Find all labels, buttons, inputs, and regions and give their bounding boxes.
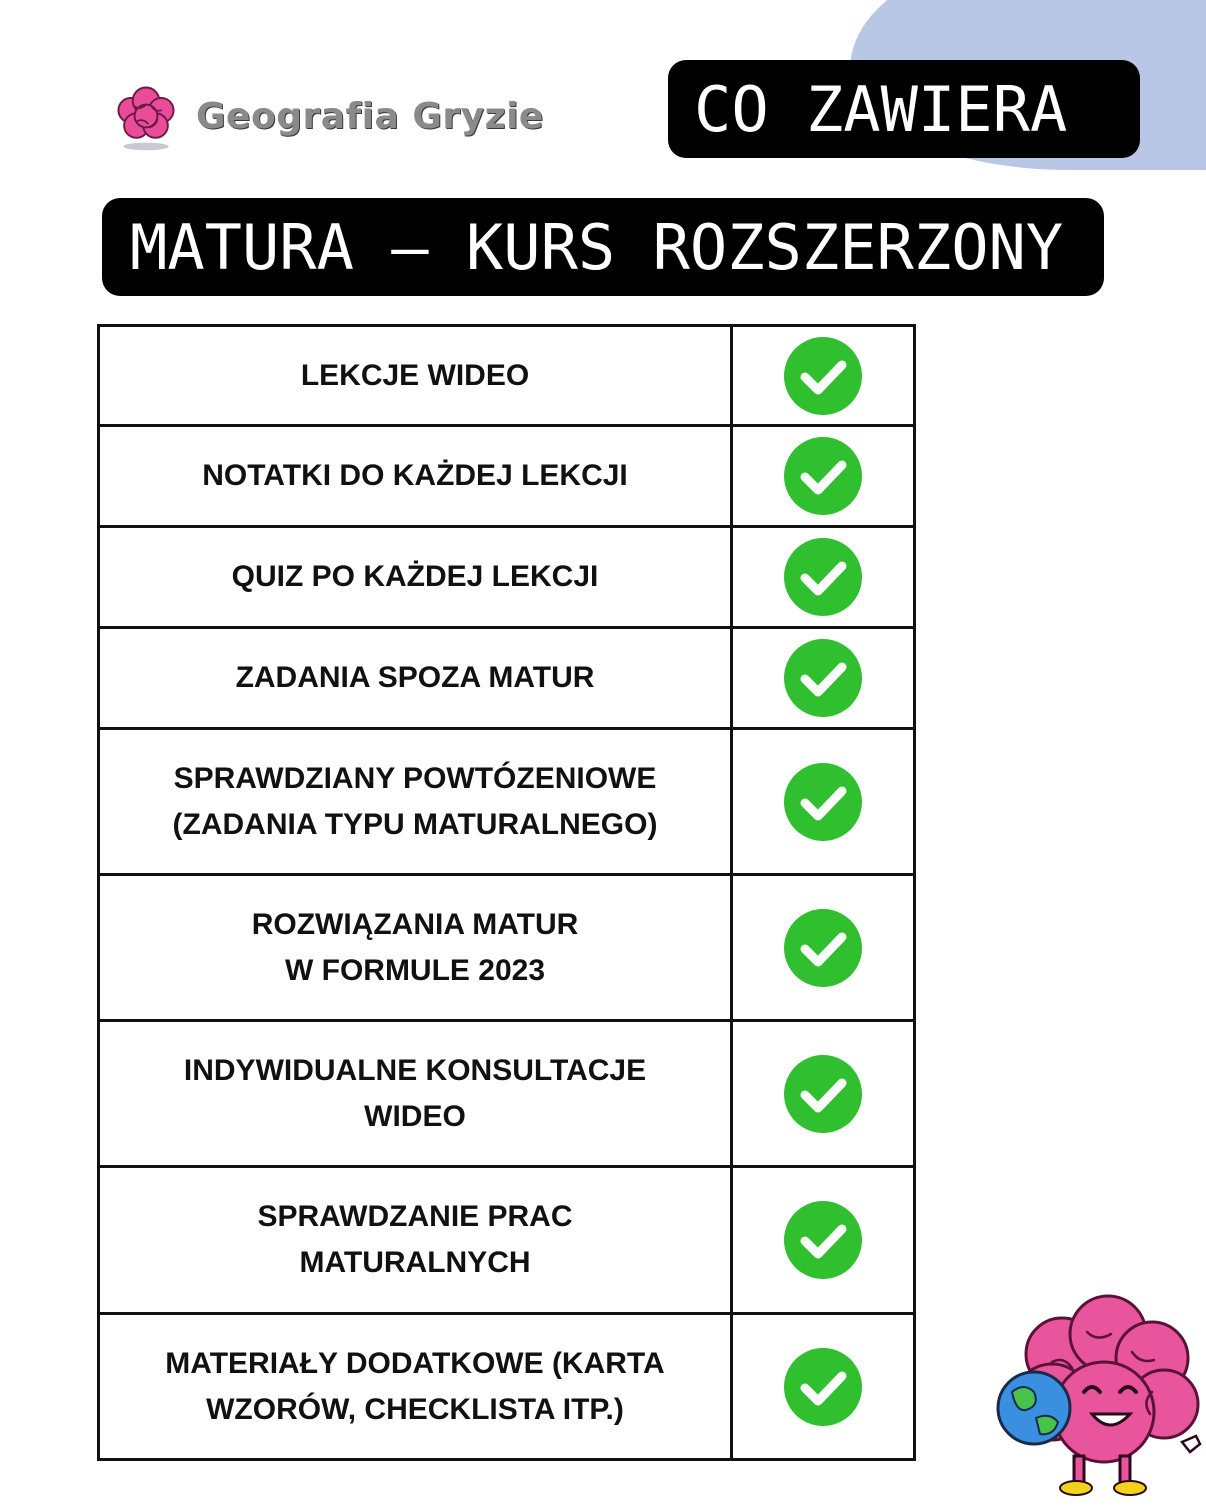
check-circle-icon (783, 908, 863, 988)
feature-label: NOTATKI DO KAŻDEJ LEKCJI (99, 426, 732, 527)
table-row (99, 628, 915, 729)
features-table (97, 324, 916, 1461)
check-circle-icon (783, 638, 863, 718)
badge-co-zawiera: CO ZAWIERA (668, 60, 1140, 158)
table-row (99, 527, 915, 628)
feature-label: LEKCJE WIDEO (99, 326, 732, 426)
feature-label: ROZWIĄZANIA MATUR W FORMULE 2023 (99, 875, 732, 1021)
feature-label: MATERIAŁY DODATKOWE (KARTA WZORÓW, CHECKLISTA ITP.) (99, 1314, 732, 1460)
check-circle-icon (783, 1347, 863, 1427)
page-title: MATURA – KURS ROZSZERZONY (102, 198, 1104, 296)
check-circle-icon (783, 762, 863, 842)
table-row (99, 875, 915, 1021)
check-circle-icon (783, 436, 863, 516)
feature-label: INDYWIDUALNE KONSULTACJE WIDEO (99, 1021, 732, 1167)
feature-label: SPRAWDZIANY POWTÓZENIOWE (ZADANIA TYPU MATURALNEGO) (99, 729, 732, 875)
table-row (99, 1021, 915, 1167)
brand-name: Geografia Gryzie (196, 95, 544, 137)
table-row (99, 1167, 915, 1314)
brain-icon (108, 78, 184, 154)
table-row (99, 1314, 915, 1460)
feature-label: ZADANIA SPOZA MATUR (99, 628, 732, 729)
brand-logo (108, 78, 544, 154)
check-circle-icon (783, 1200, 863, 1280)
check-circle-icon (783, 336, 863, 416)
brain-mascot-with-globe (992, 1292, 1206, 1502)
check-circle-icon (783, 537, 863, 617)
table-row (99, 426, 915, 527)
check-circle-icon (783, 1054, 863, 1134)
table-row (99, 326, 915, 426)
table-row (99, 729, 915, 875)
feature-label: SPRAWDZANIE PRAC MATURALNYCH (99, 1167, 732, 1314)
feature-label: QUIZ PO KAŻDEJ LEKCJI (99, 527, 732, 628)
